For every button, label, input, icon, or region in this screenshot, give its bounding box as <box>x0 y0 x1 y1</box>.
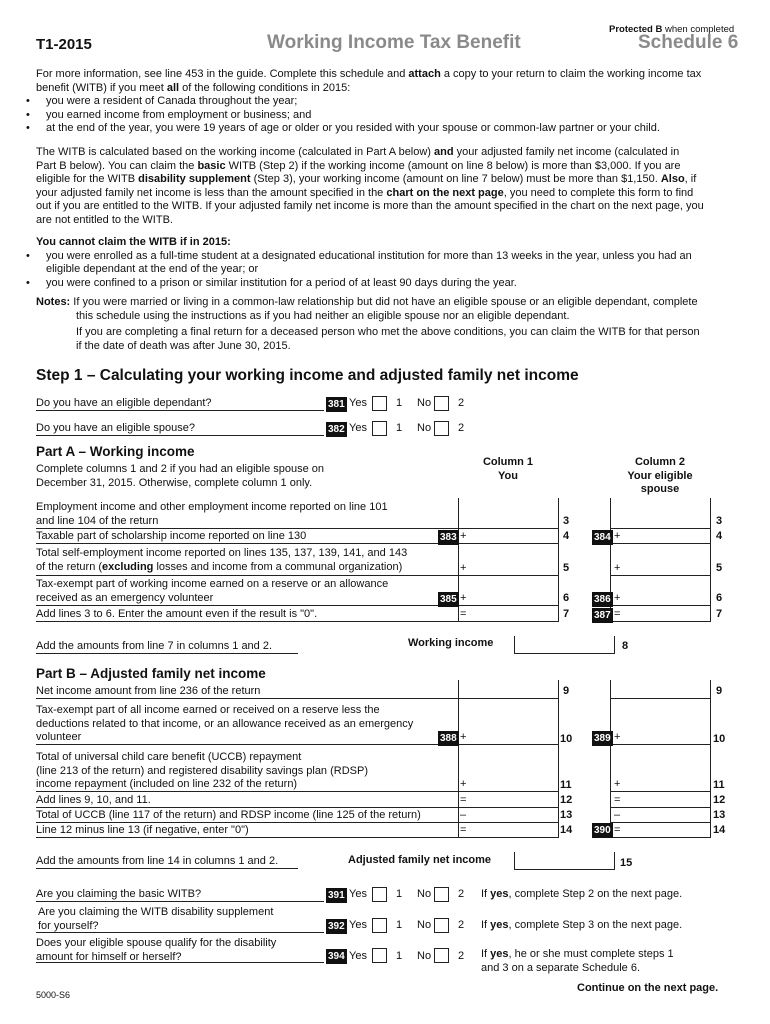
code-382: 382 <box>328 424 345 435</box>
plus-sign: + <box>614 562 621 574</box>
dependant-no-checkbox[interactable] <box>434 396 449 411</box>
basic-witb-yes-checkbox[interactable] <box>372 887 387 902</box>
line-number-5: 5 <box>716 562 723 574</box>
adjusted-family-net-income-label: Adjusted family net income <box>348 854 492 866</box>
line3-col2-input[interactable] <box>612 510 708 527</box>
plus-sign: + <box>460 562 467 574</box>
code-392: 392 <box>328 921 345 932</box>
code-391: 391 <box>328 890 345 901</box>
line-number-13: 13 <box>560 809 573 821</box>
line4-label: Taxable part of scholarship income reported on line 130 <box>36 530 307 542</box>
notes-section: Notes: If you were married or living in a common-law relationship but did not have an eligible spouse or an eligible dependant, complete this schedule using the instructions as if you had neither an eligible spouse nor an eligible dependant. If you are completing a final return for a deceased person who met the above conditions, you can claim the WITB for that person if the date of death was after June 30, 2015. <box>36 296 700 352</box>
line5-label: Total self-employment income reported on lines 135, 137, 139, 141, and 143 of the return (excluding losses and income from a communal organization) <box>36 547 408 573</box>
spouse-yes-checkbox[interactable] <box>372 421 387 436</box>
part-a-heading: Part A – Working income <box>36 444 195 459</box>
code-388: 388 <box>440 733 457 744</box>
code-383: 383 <box>440 532 457 543</box>
basic-witb-no-checkbox[interactable] <box>434 887 449 902</box>
equals-sign: = <box>460 794 467 806</box>
line-number-4: 4 <box>563 530 570 542</box>
intro-paragraph: For more information, see line 453 in the guide. Complete this schedule and attach a copy to your return to claim the working income tax benefit (WITB) if you meet all of the following conditions in 2015: • you were a resident of Canada throughout the year; • you earned income from employment or business; and • at the end of the year, you were 19 years of age or older or you resided with your spouse or common-law partner or your child. <box>36 68 736 136</box>
yes-value: 1 <box>396 919 403 931</box>
plus-sign: + <box>460 731 467 743</box>
column1-header: Column 1 You <box>482 456 534 482</box>
line3-col1-input[interactable] <box>460 510 556 527</box>
yes-value: 1 <box>396 888 403 900</box>
plus-sign: + <box>614 731 621 743</box>
spouse-disability-instruction: If yes, he or she must complete steps 1 and 3 on a separate Schedule 6. <box>481 948 674 974</box>
form-title: Working Income Tax Benefit <box>267 32 521 53</box>
line-number-12: 12 <box>560 794 573 806</box>
line-number-11: 11 <box>560 779 572 791</box>
disability-yes-checkbox[interactable] <box>372 918 387 933</box>
line-number-7: 7 <box>563 608 570 620</box>
working-income-label: Working income <box>408 637 494 649</box>
disability-no-checkbox[interactable] <box>434 918 449 933</box>
line-number-3: 3 <box>716 515 723 527</box>
code-389: 389 <box>594 733 611 744</box>
line8-label: Add the amounts from line 7 in columns 1 and 2. <box>36 640 273 652</box>
basic-witb-instruction: If yes, complete Step 2 on the next page. <box>481 888 683 900</box>
line-number-9: 9 <box>716 685 723 697</box>
line-number-4: 4 <box>716 530 723 542</box>
plus-sign: + <box>614 778 621 790</box>
disability-instruction: If yes, complete Step 3 on the next page. <box>481 919 683 931</box>
line-number-13: 13 <box>713 809 726 821</box>
form-id: T1-2015 <box>36 36 92 53</box>
line8-input[interactable] <box>516 637 612 652</box>
no-label: No <box>417 422 432 434</box>
no-label: No <box>417 919 432 931</box>
yes-value: 1 <box>396 422 403 434</box>
no-value: 2 <box>458 422 465 434</box>
yes-value: 1 <box>396 950 403 962</box>
part-b-heading: Part B – Adjusted family net income <box>36 666 266 681</box>
step1-heading: Step 1 – Calculating your working income and adjusted family net income <box>36 367 579 384</box>
equals-sign: = <box>614 608 621 620</box>
line12-label: Add lines 9, 10, and 11. <box>36 794 151 806</box>
line-number-10: 10 <box>560 733 573 745</box>
no-label: No <box>417 888 432 900</box>
line-number-12: 12 <box>713 794 726 806</box>
q-spouse-disability: Does your eligible spouse qualify for the disability amount for himself or herself? <box>36 937 277 963</box>
equals-sign: = <box>460 608 467 620</box>
form-code: 5000-S6 <box>36 990 71 1000</box>
no-value: 2 <box>458 950 465 962</box>
no-value: 2 <box>458 888 465 900</box>
line7-label: Add lines 3 to 6. Enter the amount even if the result is "0". <box>36 608 318 620</box>
line15-label: Add the amounts from line 14 in columns 1 and 2. <box>36 855 279 867</box>
line-number-14: 14 <box>713 824 726 836</box>
no-label: No <box>417 950 432 962</box>
plus-sign: + <box>460 592 467 604</box>
line14-label: Line 12 minus line 13 (if negative, enter "0") <box>36 824 249 836</box>
line9-label: Net income amount from line 236 of the return <box>36 685 261 697</box>
no-label: No <box>417 397 432 409</box>
line-number-8: 8 <box>622 640 629 652</box>
schedule-label: Schedule 6 <box>638 32 739 53</box>
spouse-disability-no-checkbox[interactable] <box>434 948 449 963</box>
yes-label: Yes <box>349 888 367 900</box>
cannot-claim-section: You cannot claim the WITB if in 2015: • you were enrolled as a full-time student at a designated educational institution for more than 13 weeks in the year, unless you had an eligible dependant at the end of the year; or • you were confined to a prison or similar institution for a period of at least 90 days during the year. <box>36 236 736 290</box>
code-384: 384 <box>594 532 611 543</box>
equals-sign: = <box>614 824 621 836</box>
spouse-disability-yes-checkbox[interactable] <box>372 948 387 963</box>
line-number-11: 11 <box>713 779 725 791</box>
line-number-6: 6 <box>716 592 723 604</box>
yes-label: Yes <box>349 919 367 931</box>
minus-sign: – <box>614 809 621 821</box>
no-value: 2 <box>458 919 465 931</box>
code-386: 386 <box>594 594 611 605</box>
line-number-6: 6 <box>563 592 570 604</box>
witb-calculation-paragraph: The WITB is calculated based on the working income (calculated in Part A below) and your adjusted family net income (calculated in Part B below). You can claim the basic WITB (Step 2) if the working income (amount on line 8 below) is more than $3,000. If you are eligible for the WITB disability supplement (Step 3), your working income (amount on line 7 below) must be more than $1,150. Also, if your adjusted family net income is less than the amount specified in the chart on the next page, you need to complete this form to find out if you are entitled to the WITB. If your adjusted family net income is more than the amount specified in the chart on the next page, you are not entitled to the WITB. <box>36 146 704 226</box>
continue-next-page: Continue on the next page. <box>577 982 719 994</box>
line-number-10: 10 <box>713 733 726 745</box>
line6-label: Tax-exempt part of working income earned on a reserve or an allowance received as an emergency volunteer <box>36 578 389 604</box>
spouse-no-checkbox[interactable] <box>434 421 449 436</box>
q-eligible-dependant: Do you have an eligible dependant? <box>36 397 212 409</box>
line-number-3: 3 <box>563 515 570 527</box>
line-number-9: 9 <box>563 685 570 697</box>
q-eligible-spouse: Do you have an eligible spouse? <box>36 422 196 434</box>
line-number-7: 7 <box>716 608 723 620</box>
yes-value: 1 <box>396 397 403 409</box>
plus-sign: + <box>460 530 467 542</box>
plus-sign: + <box>460 778 467 790</box>
code-394: 394 <box>328 951 345 962</box>
minus-sign: – <box>460 809 467 821</box>
line11-label: Total of universal child care benefit (UCCB) repayment (line 213 of the return) and registered disability savings plan (RDSP) income repayment (included on line 232 of the return) <box>36 751 368 790</box>
line-number-15: 15 <box>620 857 633 869</box>
line15-input[interactable] <box>516 853 612 868</box>
plus-sign: + <box>614 592 621 604</box>
line-number-14: 14 <box>560 824 573 836</box>
line-number-5: 5 <box>563 562 570 574</box>
yes-label: Yes <box>349 950 367 962</box>
line13-label: Total of UCCB (line 117 of the return) and RDSP income (line 125 of the return) <box>36 809 421 821</box>
q-disability-supplement: Are you claiming the WITB disability supplement for yourself? <box>38 906 274 932</box>
part-a-description: Complete columns 1 and 2 if you had an eligible spouse on December 31, 2015. Otherwise, complete column 1 only. <box>36 463 325 489</box>
yes-label: Yes <box>349 422 367 434</box>
equals-sign: = <box>614 794 621 806</box>
no-value: 2 <box>458 397 465 409</box>
line3-label: Employment income and other employment income reported on line 101 and line 104 of the return <box>36 501 388 527</box>
column2-header: Column 2 Your eligible spouse <box>627 456 693 495</box>
code-390: 390 <box>594 825 611 836</box>
code-385: 385 <box>440 594 457 605</box>
q-basic-witb: Are you claiming the basic WITB? <box>36 888 202 900</box>
protected-b-label: Protected B when completed <box>609 24 735 35</box>
code-387: 387 <box>594 610 611 621</box>
dependant-yes-checkbox[interactable] <box>372 396 387 411</box>
plus-sign: + <box>614 530 621 542</box>
code-381: 381 <box>328 399 345 410</box>
equals-sign: = <box>460 824 467 836</box>
yes-label: Yes <box>349 397 367 409</box>
line10-label: Tax-exempt part of all income earned or received on a reserve less the deductions related to that income, or an allowance received as an emergency volunteer <box>36 704 414 743</box>
